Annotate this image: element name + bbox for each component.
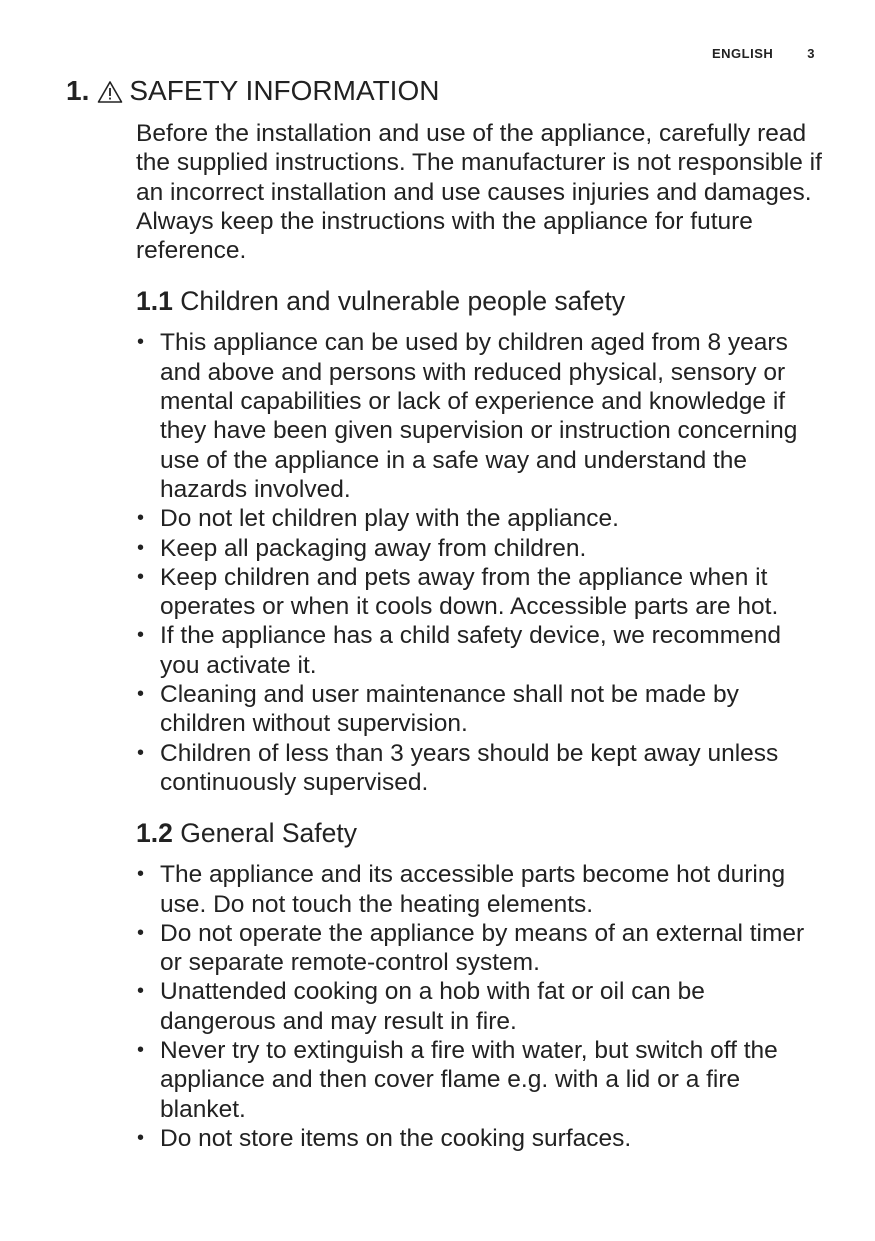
list-item-text: Do not store items on the cooking surfaces. bbox=[160, 1124, 632, 1152]
list-item bbox=[136, 977, 826, 1036]
bullet-icon: • bbox=[137, 331, 145, 354]
subsection-number: 1.1 bbox=[136, 286, 173, 317]
section-number: 1. bbox=[66, 75, 90, 106]
subsection-heading-general bbox=[136, 817, 826, 849]
list-item-text: Keep children and pets away from the appliance when it operates or when it cools down. Accessible parts are hot. bbox=[160, 563, 779, 621]
header-page-number: 3 bbox=[807, 46, 815, 61]
list-item bbox=[136, 504, 826, 533]
list-item-text: Cleaning and user maintenance shall not be made by children without supervision. bbox=[160, 681, 739, 738]
warning-triangle-icon bbox=[97, 78, 123, 102]
subsection-heading-children bbox=[136, 285, 826, 317]
bullet-icon: • bbox=[137, 624, 145, 647]
bullet-icon: • bbox=[137, 980, 145, 1003]
header-language: ENGLISH bbox=[711, 46, 774, 61]
list-item-text: Do not let children play with the appliance. bbox=[160, 505, 619, 533]
list-item-text: If the appliance has a child safety device, we recommend you activate it. bbox=[160, 622, 782, 679]
section-title: SAFETY INFORMATION bbox=[129, 75, 440, 106]
subsection-title: Children and vulnerable people safety bbox=[180, 286, 626, 317]
list-item-text: This appliance can be used by children aged from 8 years and above and persons with reduced physical, sensory or mental capabilities or lack of experience and knowledge if they have been given supervision or instruction concerning use of the appliance in a safe way and understand the hazards involved. bbox=[160, 329, 798, 503]
list-item bbox=[136, 1036, 826, 1124]
children-safety-list bbox=[136, 328, 826, 797]
list-item bbox=[136, 621, 826, 680]
list-item-text: Children of less than 3 years should be kept away unless continuously supervised. bbox=[160, 739, 779, 796]
bullet-icon: • bbox=[137, 536, 145, 559]
bullet-icon: • bbox=[137, 1126, 145, 1149]
list-item bbox=[136, 1124, 826, 1153]
list-item bbox=[136, 328, 826, 504]
list-item bbox=[136, 563, 846, 622]
general-safety-list bbox=[136, 860, 826, 1153]
bullet-icon: • bbox=[137, 507, 145, 530]
bullet-icon: • bbox=[137, 863, 145, 886]
subsection-title: General Safety bbox=[180, 818, 357, 849]
list-item-text: Never try to extinguish a fire with water, but switch off the appliance and then cover flame e.g. with a lid or a fire blanket. bbox=[160, 1037, 778, 1123]
list-item-text: The appliance and its accessible parts become hot during use. Do not touch the heating elements. bbox=[160, 861, 786, 918]
list-item bbox=[136, 860, 826, 919]
intro-paragraph: Before the installation and use of the appliance, carefully read the supplied instructions. The manufacturer is not responsible if an incorrect installation and use causes injuries and damages. Always keep the instructions with the appliance for future reference. bbox=[136, 120, 822, 265]
bullet-icon: • bbox=[137, 1039, 145, 1062]
bullet-icon: • bbox=[137, 741, 145, 764]
page-header bbox=[712, 46, 815, 61]
list-item bbox=[136, 680, 826, 739]
bullet-icon: • bbox=[137, 565, 145, 588]
bullet-icon: • bbox=[137, 683, 145, 706]
list-item bbox=[136, 919, 826, 978]
list-item-text: Unattended cooking on a hob with fat or oil can be dangerous and may result in fire. bbox=[160, 978, 705, 1035]
list-item-text: Keep all packaging away from children. bbox=[160, 534, 587, 562]
section-heading bbox=[66, 74, 439, 108]
subsection-number: 1.2 bbox=[136, 818, 173, 849]
list-item bbox=[136, 534, 826, 563]
section-content bbox=[136, 119, 826, 1153]
list-item-text: Do not operate the appliance by means of an external timer or separate remote-control system. bbox=[160, 919, 805, 977]
bullet-icon: • bbox=[137, 921, 145, 944]
list-item bbox=[136, 739, 826, 798]
